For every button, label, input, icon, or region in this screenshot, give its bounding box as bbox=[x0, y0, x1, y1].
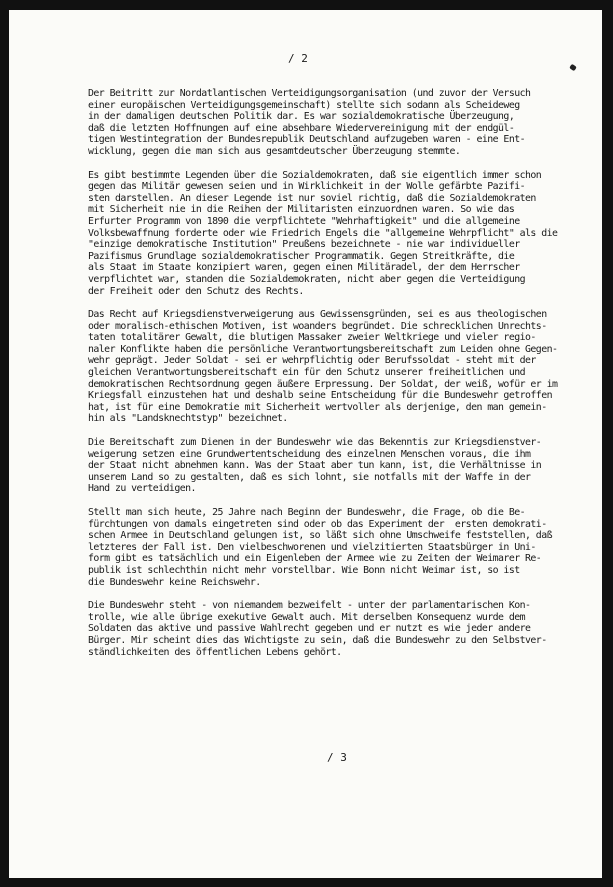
paragraph-conscientious-objection: Das Recht auf Kriegsdienstverweigerung aus Gewissensgründen, sei es aus theologischen oder moralisch-ethischen Motiven, ist woanders begründet. Die schrecklichen Unrechts- taten totalitärer Gewalt, die blutigen Massaker zweier Weltkriege und vieler regio- naler Konflikte haben die persönliche Verantwortungsbereitschaft zum Leiden ohne Gegen- wehr geprägt. Jeder Soldat - sei er wehrpflichtig oder Berufssoldat - steht mit der gleichen Verantwortungsbereitschaft ein für den Schutz unserer freiheitlichen und demokratischen Rechtsordnung gegen äußere Erpressung. Der Soldat, der weiß, wofür er im Kriegsfall einzustehen hat und deshalb seine Entscheidung für die Bundeswehr getroffen hat, ist für eine Demokratie mit Sicherheit wertvoller als derjenige, den man gemein- hin als "Landsknechtstyp" bezeichnet. bbox=[88, 309, 558, 425]
paragraph-parliamentary-control: Die Bundeswehr steht - von niemandem bezweifelt - unter der parlamentarischen Kon- trolle, wie alle übrige exekutive Gewalt auch. Mit derselben Konsequenz wurde dem Soldaten das aktive und passive Wahlrecht gegeben und er nutzt es wie jeder andere Bürger. Mir scheint dies das Wichtigste zu sein, daß die Bundeswehr zu den Selbstver- ständlichkeiten des öffentlichen Lebens gehört. bbox=[88, 600, 547, 658]
paragraph-readiness-to-serve: Die Bereitschaft zum Dienen in der Bundeswehr wie das Bekenntis zur Kriegsdienstver- weigerung setzen eine Grundwertentscheidung des einzelnen Menschen voraus, die ihm der Staat nicht abnehmen kann. Was der Staat aber tun kann, ist, die Verhältnisse in unserem Land so zu gestalten, daß es sich lohnt, sie notfalls mit der Waffe in der Hand zu verteidigen. bbox=[88, 437, 542, 495]
scan-speck bbox=[569, 64, 577, 72]
paragraph-nato-accession: Der Beitritt zur Nordatlantischen Verteidigungsorganisation (und zuvor der Versuch einer europäischen Verteidigungsgemeinschaft) stellte sich sodann als Scheideweg in der damaligen deutschen Politik dar. Es war sozialdemokratische Überzeugung, daß die letzten Hoffnungen auf eine absehbare Wiedervereinigung mit der endgül- tigen Westintegration der Bundesrepublik Deutschland aufzugeben waren - eine Ent- wicklung, gegen die man sich aus gesamtdeutscher Überzeugung stemmte. bbox=[88, 88, 531, 157]
document-body bbox=[88, 88, 578, 670]
paragraph-social-democrats-legend: Es gibt bestimmte Legenden über die Sozialdemokraten, daß sie eigentlich immer schon gegen das Militär gewesen seien und in Wirklichkeit in der Wolle gefärbte Pazifi- sten darstellen. An dieser Legende ist nur soviel richtig, daß die Sozialdemokraten mit Sicherheit nie in die Reihen der Militaristen einzuordnen waren. So wie das Erfurter Programm von 1890 die verpflichtete "Wehrhaftigkeit" und die allgemeine Volksbewaffnung forderte oder wie Friedrich Engels die "allgemeine Wehrpflicht" als die "einzige demokratische Institution" Preußens bezeichnete - nie war individueller Pazifismus Grundlage sozialdemokratischer Programmatik. Gegen Streitkräfte, die als Staat im Staate konzipiert waren, gegen einen Militäradel, der dem Herrscher verpflichtet war, standen die Sozialdemokraten, nicht aber gegen die Verteidigung der Freiheit oder den Schutz des Rechts. bbox=[88, 169, 558, 297]
page-number-marker-top: / 2 bbox=[288, 52, 308, 65]
document-page bbox=[9, 10, 602, 878]
page-number-marker-bottom: / 3 bbox=[327, 751, 347, 764]
paragraph-25-years-bundeswehr: Stellt man sich heute, 25 Jahre nach Beginn der Bundeswehr, die Frage, ob die Be- fürchtungen von damals eingetreten sind oder ob das Experiment der ersten demokrati- schen Armee in Deutschland gelungen ist, so läßt sich ohne Umschweife feststellen, daß letzteres der Fall ist. Den vielbeschworenen und vielzitierten Staatsbürger in Uni- form gibt es tatsächlich und ein Eigenleben der Armee wie zu Zeiten der Weimarer Re- publik ist schlechthin nicht mehr vorstellbar. Wie Bonn nicht Weimar ist, so ist die Bundeswehr keine Reichswehr. bbox=[88, 507, 552, 588]
